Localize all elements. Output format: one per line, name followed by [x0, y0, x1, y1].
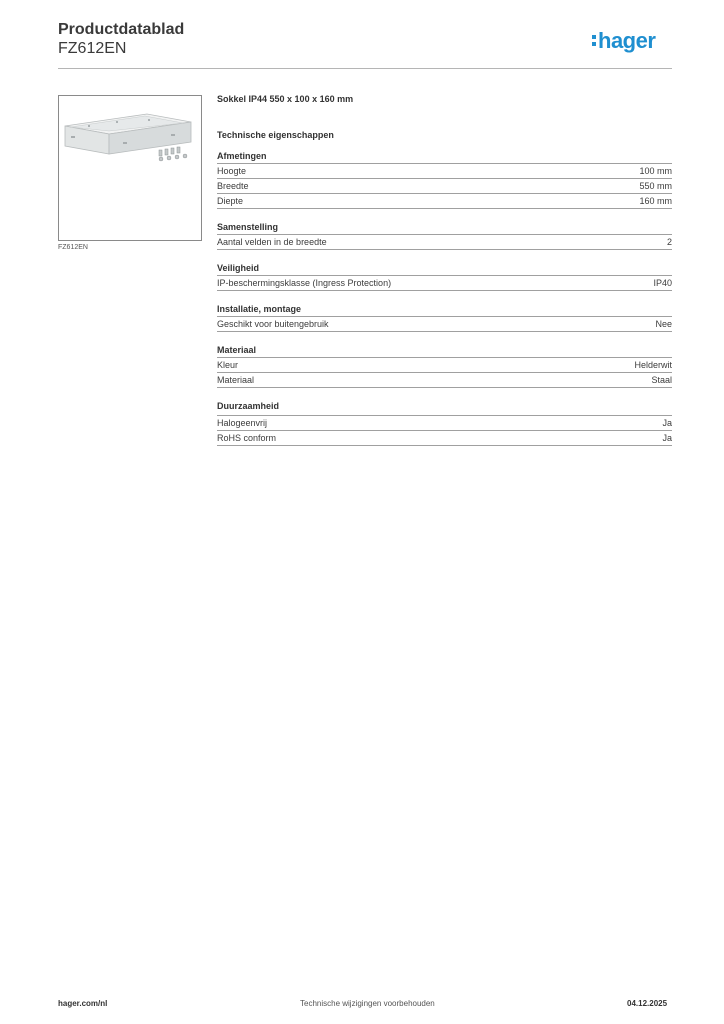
product-name: Sokkel IP44 550 x 100 x 160 mm: [217, 94, 354, 104]
spec-label: Diepte: [217, 196, 244, 206]
spec-row: [217, 317, 672, 332]
group-title-samenstelling: Samenstelling: [217, 222, 672, 235]
group-title-veiligheid: Veiligheid: [217, 263, 672, 276]
group-title-installatie: Installatie, montage: [217, 304, 672, 317]
spec-value: Ja: [662, 433, 672, 443]
hager-logo[interactable]: [592, 28, 655, 54]
spec-label: Aantal velden in de breedte: [217, 237, 327, 247]
footer-website-link[interactable]: hager.com/nl: [58, 999, 108, 1008]
spec-label: Geschikt voor buitengebruik: [217, 319, 329, 329]
group-title-materiaal: Materiaal: [217, 345, 672, 358]
spec-row: [217, 416, 672, 431]
spec-value: Ja: [662, 418, 672, 428]
spec-label: Breedte: [217, 181, 249, 191]
spec-row: [217, 235, 672, 250]
spec-row: [217, 276, 672, 291]
section-heading: Technische eigenschappen: [217, 130, 334, 140]
spec-value: Helderwit: [634, 360, 672, 370]
spec-label: RoHS conform: [217, 433, 277, 443]
spec-row: [217, 358, 672, 373]
spec-row: [217, 179, 672, 194]
spec-value: 550 mm: [639, 181, 672, 191]
footer-disclaimer: Technische wijzigingen voorbehouden: [300, 999, 435, 1008]
group-title-afmetingen: Afmetingen: [217, 151, 672, 164]
logo-dots-icon: [592, 33, 596, 47]
spec-value: 100 mm: [639, 166, 672, 176]
image-caption: FZ612EN: [58, 244, 88, 251]
header-divider: [58, 68, 672, 69]
spec-label: IP-beschermingsklasse (Ingress Protection): [217, 278, 392, 288]
spec-section: [217, 94, 672, 446]
spec-label: Halogeenvrij: [217, 418, 268, 428]
spec-row: [217, 373, 672, 388]
spec-row: [217, 431, 672, 446]
spec-row: [217, 164, 672, 179]
spec-value: Nee: [655, 319, 672, 329]
spec-label: Kleur: [217, 360, 239, 370]
plinth-illustration-icon: [59, 96, 201, 240]
spec-value: Staal: [651, 375, 672, 385]
spec-label: Hoogte: [217, 166, 247, 176]
spec-value: 2: [666, 237, 672, 247]
spec-label: Materiaal: [217, 375, 255, 385]
product-code: FZ612EN: [58, 40, 127, 57]
footer-date: 04.12.2025: [627, 999, 668, 1008]
document-title: Productdatablad: [58, 21, 185, 38]
group-title-duurzaamheid: Duurzaamheid: [217, 401, 672, 416]
product-image: [58, 95, 202, 241]
spec-value: 160 mm: [639, 196, 672, 206]
spec-value: IP40: [653, 278, 672, 288]
logo-text: hager: [598, 28, 656, 53]
spec-row: [217, 194, 672, 209]
